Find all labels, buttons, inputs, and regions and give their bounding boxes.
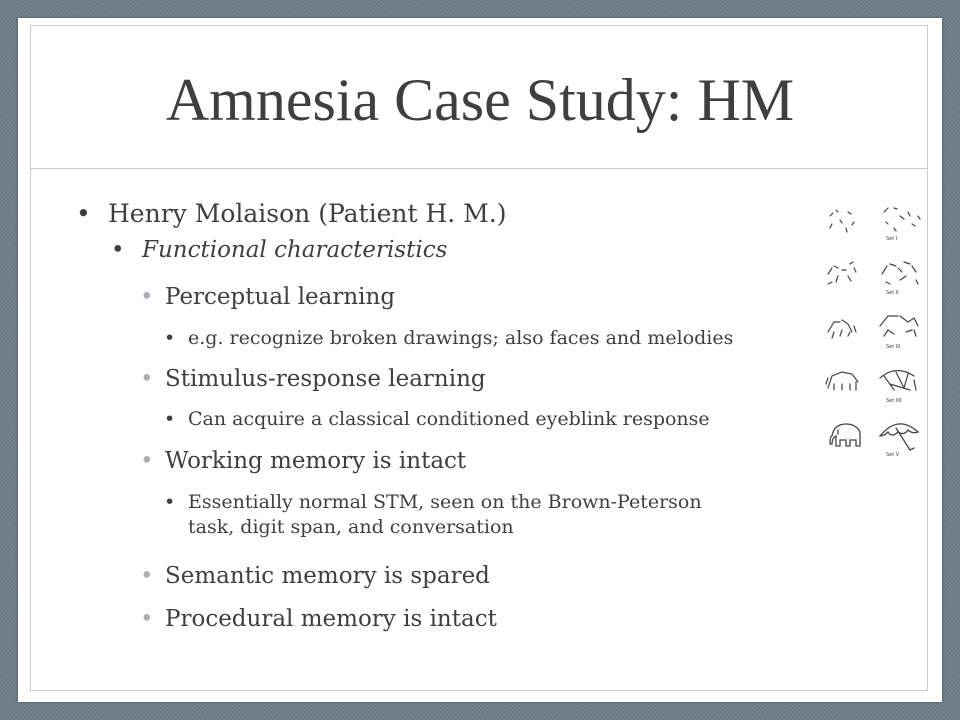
- slide-title: Amnesia Case Study: HM: [165, 67, 795, 133]
- bullet-marker: •: [140, 448, 154, 474]
- bullet-text: Can acquire a classical conditioned eyeblink response: [188, 408, 710, 430]
- bullet-marker: •: [140, 563, 154, 589]
- bullet-marker: •: [111, 237, 125, 263]
- fragment-set-1: [830, 208, 920, 242]
- bullet-perceptual-detail: [164, 326, 734, 351]
- bullet-marker: •: [140, 606, 154, 632]
- set-label-1: Set I: [886, 236, 898, 242]
- bullet-text: Functional characteristics: [142, 237, 448, 263]
- bullet-marker: •: [76, 199, 91, 228]
- bullet-text: Henry Molaison (Patient H. M.): [108, 199, 507, 228]
- gollin-figures-image: [824, 198, 940, 468]
- bullet-marker: •: [164, 408, 176, 430]
- set-label-3: Set III: [886, 344, 901, 350]
- bullet-text: Perceptual learning: [165, 284, 396, 310]
- bullet-working-detail: [164, 490, 702, 540]
- bullet-stimulus: [140, 366, 486, 392]
- bullet-working: [140, 448, 467, 474]
- fragment-set-4: [826, 370, 916, 404]
- bullet-text-line-2: task, digit span, and conversation: [188, 516, 514, 538]
- fragment-set-5: [830, 424, 918, 458]
- bullet-text: e.g. recognize broken drawings; also faces and melodies: [188, 327, 734, 349]
- bullet-marker: •: [140, 284, 154, 310]
- bullet-patient: [76, 199, 507, 228]
- bullet-marker: •: [140, 366, 154, 392]
- bullet-marker: •: [164, 327, 176, 349]
- bullet-stimulus-detail: [164, 407, 710, 432]
- bullet-text: Stimulus-response learning: [165, 366, 486, 392]
- bullet-marker: •: [164, 491, 176, 513]
- slide: [18, 18, 942, 702]
- fragment-set-3: [828, 316, 918, 350]
- bullet-text: Semantic memory is spared: [165, 563, 490, 589]
- fragment-set-2: [828, 262, 918, 296]
- bullet-functional: [111, 237, 448, 263]
- bullet-text: Working memory is intact: [165, 448, 467, 474]
- bullet-procedural: [140, 606, 497, 632]
- bullet-text: Procedural memory is intact: [165, 606, 497, 632]
- bullet-semantic: [140, 563, 490, 589]
- bullet-perceptual: [140, 284, 396, 310]
- set-label-2: Set II: [886, 290, 899, 296]
- set-label-5: Set V: [886, 452, 900, 458]
- set-label-4: Set IIII: [886, 398, 902, 404]
- bullet-text-line-1: Essentially normal STM, seen on the Brown-Peterson: [188, 491, 702, 513]
- title-divider: [31, 168, 928, 169]
